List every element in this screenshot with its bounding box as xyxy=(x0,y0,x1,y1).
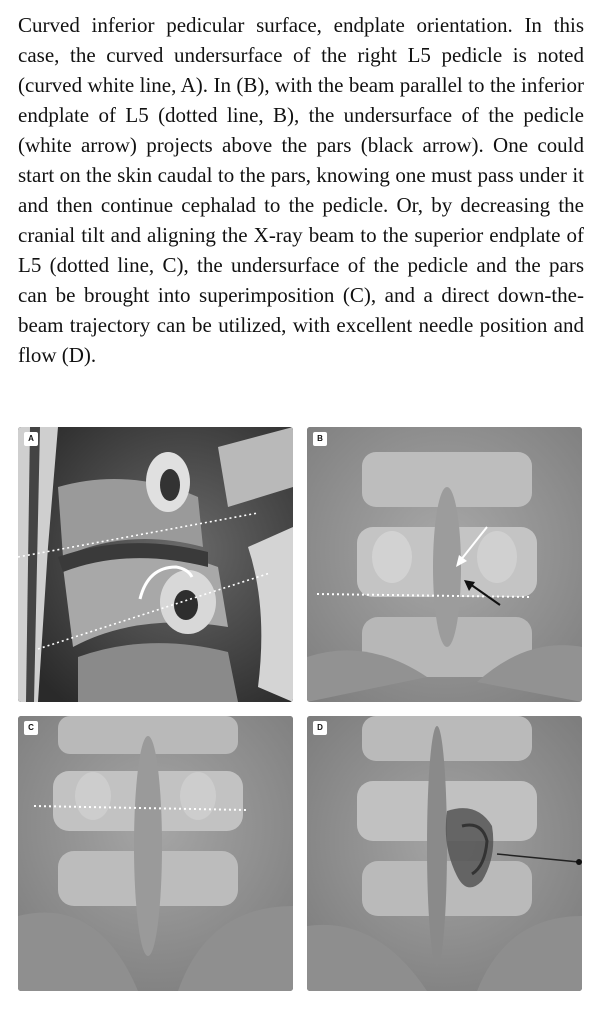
panel-label: D xyxy=(313,721,327,735)
panel-label: C xyxy=(24,721,38,735)
figure-caption: Curved inferior pedicular surface, endplate orientation. In this case, the curved undersurface of the right L5 pedicle is noted (curved white line, A). In (B), with the beam parallel to the inferior endplate of L5 (dotted line, B), the undersurface of the pedicle (white arrow) projects above the pars (black arrow). One could start on the skin caudal to the pars, knowing one must pass under it and then continue cephalad to the pedicle. Or, by decreasing the cranial tilt and aligning the X-ray beam to the superior endplate of L5 (dotted line, C), the undersurface of the pedicle and the pars can be brought into superimposition (C), and a direct down-the-beam trajectory can be utilized, with excellent needle position and flow (D). xyxy=(18,13,584,367)
panel-label: B xyxy=(313,432,327,446)
panel-b-image xyxy=(307,427,582,702)
fluoroscopy-image xyxy=(307,716,582,991)
panel-d-image xyxy=(307,716,582,991)
mri-image xyxy=(18,427,293,702)
panel-a-image xyxy=(18,427,293,702)
panel-c-image xyxy=(18,716,293,991)
panel-label: A xyxy=(24,432,38,446)
fluoroscopy-image xyxy=(307,427,582,702)
fluoroscopy-image xyxy=(18,716,293,991)
